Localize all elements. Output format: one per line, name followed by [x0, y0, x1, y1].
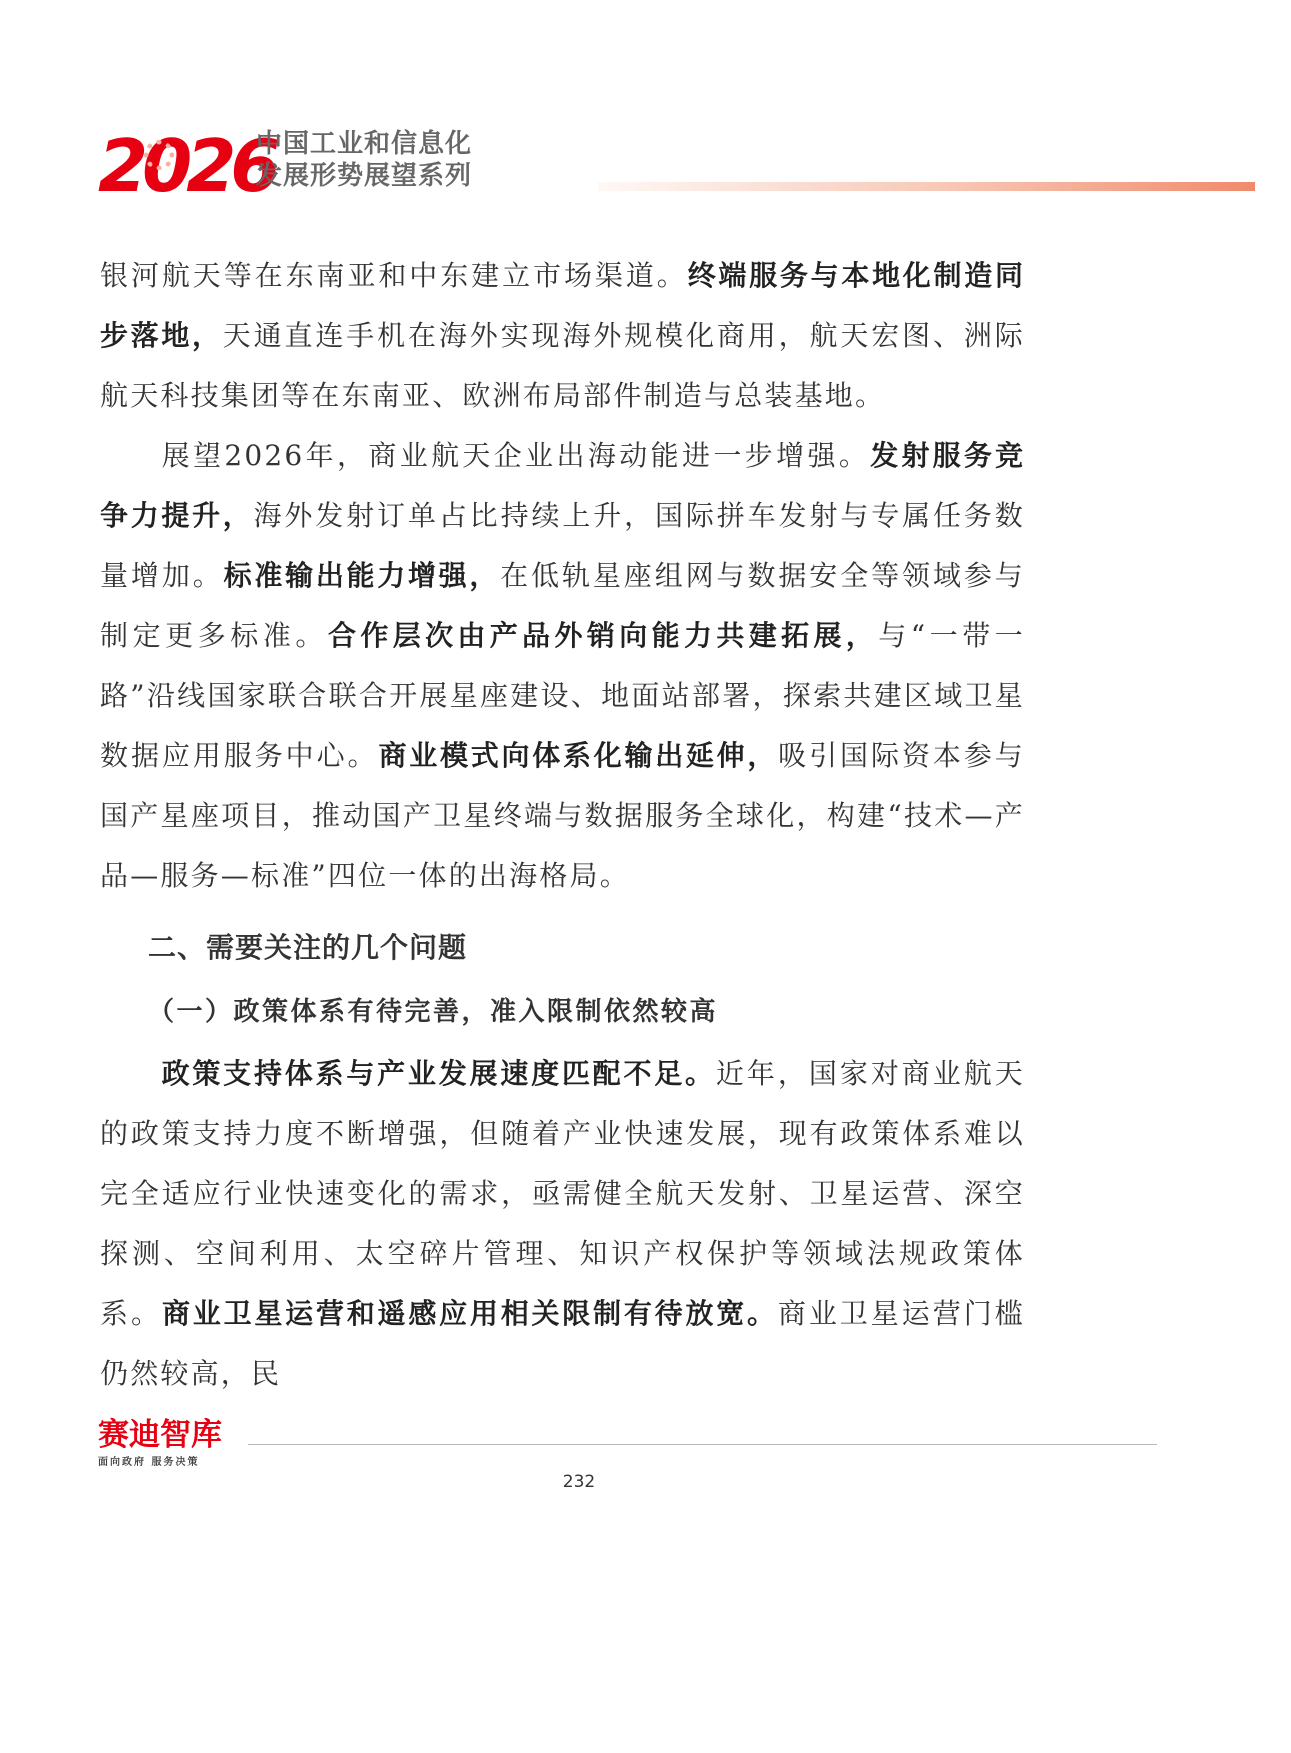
paragraph-3: [100, 1044, 1025, 1404]
footer-brand-logo: 赛迪智库: [98, 1417, 222, 1453]
body-text: [100, 246, 1025, 906]
body-text-run: 展望2026年，商业航天企业出海动能进一步增强。: [161, 439, 871, 472]
header-gradient-bar: [598, 182, 1255, 191]
footer-divider: [248, 1444, 1157, 1445]
footer-slogan: 面向政府 服务决策: [98, 1457, 200, 1468]
emphasis-text: 终端服务与本地化制造同步落地，: [100, 259, 1025, 352]
body-text-2: [100, 1044, 1025, 1404]
emphasis-text: 商业卫星运营和遥感应用相关限制有待放宽。: [161, 1297, 778, 1330]
body-text-run: 商业卫星运营门槛仍然较高，民: [100, 1297, 1025, 1390]
series-title-line1: 中国工业和信息化: [256, 129, 473, 159]
subsection-heading: （一）政策体系有待完善，准入限制依然较高: [148, 997, 719, 1027]
paragraph-2: [100, 426, 1025, 906]
body-text-run: 银河航天等在东南亚和中东建立市场渠道。: [100, 259, 688, 292]
emphasis-text: 合作层次由产品外销向能力共建拓展，: [327, 619, 879, 652]
paragraph-1: [100, 246, 1025, 426]
body-text-run: 与“一带一路”沿线国家联合联合开展星座建设、地面站部署，探索共建区域卫星数据应用服务中心。: [100, 619, 1025, 772]
body-text-run: 海外发射订单占比持续上升，国际拼车发射与专属任务数量增加。: [100, 499, 1025, 592]
emphasis-text: 商业模式向体系化输出延伸，: [378, 739, 779, 772]
section-heading: 二、需要关注的几个问题: [148, 931, 468, 964]
emphasis-text: 政策支持体系与产业发展速度匹配不足。: [161, 1057, 716, 1090]
body-text-run: 近年，国家对商业航天的政策支持力度不断增强，但随着产业快速发展，现有政策体系难以完全适应行业快速变化的需求，亟需健全航天发射、卫星运营、深空探测、空间利用、太空碎片管理、知识产权保护等领域法规政策体系。: [100, 1057, 1025, 1330]
emphasis-text: 发射服务竞争力提升，: [100, 439, 1025, 532]
body-text-run: 吸引国际资本参与国产星座项目，推动国产卫星终端与数据服务全球化，构建“技术—产品—服务—标准”四位一体的出海格局。: [100, 739, 1025, 892]
body-text-run: 在低轨星座组网与数据安全等领域参与制定更多标准。: [100, 559, 1025, 652]
emphasis-text: 标准输出能力增强，: [223, 559, 501, 592]
year-logo: 2026: [98, 124, 275, 208]
gear-icon: [144, 140, 174, 170]
series-title: [256, 128, 472, 192]
series-title-line2: 发展形势展望系列: [256, 161, 473, 191]
body-text-run: 天通直连手机在海外实现海外规模化商用，航天宏图、洲际航天科技集团等在东南亚、欧洲布局部件制造与总装基地。: [100, 319, 1025, 412]
page-header: [98, 124, 1158, 208]
page-number: 232: [562, 1472, 596, 1492]
